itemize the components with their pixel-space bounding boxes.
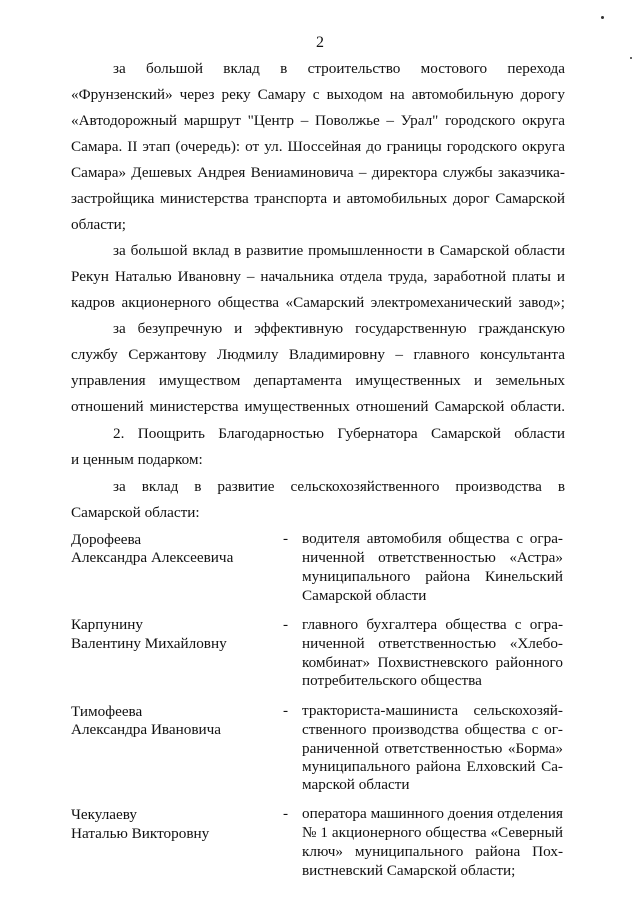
text-line: «Фрунзенский» через реку Самару с выходом на автомобильную дорогу [71, 86, 565, 103]
awardee-description-line: вистневский Самарской области; [302, 862, 516, 879]
awardee-surname: Тимофеева [71, 703, 143, 720]
awardee-description-line: муниципального района Елховский Са- [302, 758, 563, 775]
awardee-description-line: № 1 акционерного общества «Северный [302, 824, 563, 841]
awardee-description-line: водителя автомобиля общества с огра- [302, 530, 563, 547]
awardee-description-line: муниципального района Кинельский [302, 568, 563, 585]
awardee-description-line: потребительского общества [302, 672, 482, 689]
awardee-given-names: Александра Алексеевича [71, 549, 234, 566]
text-line: за большой вклад в развитие промышленности в Самарской области [113, 242, 565, 259]
text-line: кадров акционерного общества «Самарский электромеханический завод»; [71, 294, 565, 311]
text-line: области; [71, 216, 126, 233]
text-line: «Автодорожный маршрут "Центр – Поволжье – Урал" городского округа [71, 112, 565, 129]
awardee-description-line: ниченной ответственностью «Хлебо- [302, 635, 563, 652]
text-line: Самара. II этап (очередь): от ул. Шоссейная до границы городского округа [71, 138, 565, 155]
awardee-description-line: ключ» муниципального района Пох- [302, 843, 563, 860]
dash-separator: - [283, 530, 289, 547]
awardee-surname: Карпунину [71, 616, 143, 633]
awardee-description-line: главного бухгалтера общества с огра- [302, 616, 563, 633]
awardee-given-names: Наталью Викторовну [71, 825, 210, 842]
text-line: управления имуществом департамента имущественных и земельных [71, 372, 565, 389]
text-line: Самарской области: [71, 504, 200, 521]
scan-speck [601, 16, 604, 19]
dash-separator: - [283, 805, 289, 822]
awardee-description-line: комбинат» Похвистневского районного [302, 654, 563, 671]
awardee-description-line: марской области [302, 776, 410, 793]
text-line: за вклад в развитие сельскохозяйственного производства в [113, 478, 565, 495]
text-line: и ценным подарком: [71, 451, 203, 468]
awardee-description-line: оператора машинного доения отделения [302, 805, 563, 822]
awardee-given-names: Александра Ивановича [71, 721, 222, 738]
scan-speck [630, 57, 632, 59]
dash-separator: - [283, 702, 289, 719]
page-number: 2 [316, 34, 324, 51]
awardee-description-line: ственного производства общества с ог- [302, 721, 563, 738]
awardee-given-names: Валентину Михайловну [71, 635, 227, 652]
text-line: Рекун Наталью Ивановну – начальника отдела труда, заработной платы и [71, 268, 565, 285]
dash-separator: - [283, 616, 289, 633]
text-line: отношений министерства имущественных отношений Самарской области. [71, 398, 565, 415]
text-line: службу Сержантову Людмилу Владимировну – главного консультанта [71, 346, 565, 363]
awardee-description-line: ниченной ответственностью «Астра» [302, 549, 563, 566]
text-line: за большой вклад в строительство мостового перехода [113, 60, 565, 77]
awardee-description-line: тракториста-машиниста сельскохозяй- [302, 702, 563, 719]
awardee-surname: Чекулаеву [71, 806, 138, 823]
text-line: застройщика министерства транспорта и автомобильных дорог Самарской [71, 190, 565, 207]
text-line: за безупречную и эффективную государственную гражданскую [113, 320, 565, 337]
text-line: Самара» Дешевых Андрея Вениаминовича – директора службы заказчика- [71, 164, 565, 181]
awardee-description-line: раниченной ответственностью «Борма» [302, 740, 563, 757]
text-line: 2. Поощрить Благодарностью Губернатора Самарской области [113, 425, 565, 442]
awardee-surname: Дорофеева [71, 531, 142, 548]
awardee-description-line: Самарской области [302, 587, 427, 604]
